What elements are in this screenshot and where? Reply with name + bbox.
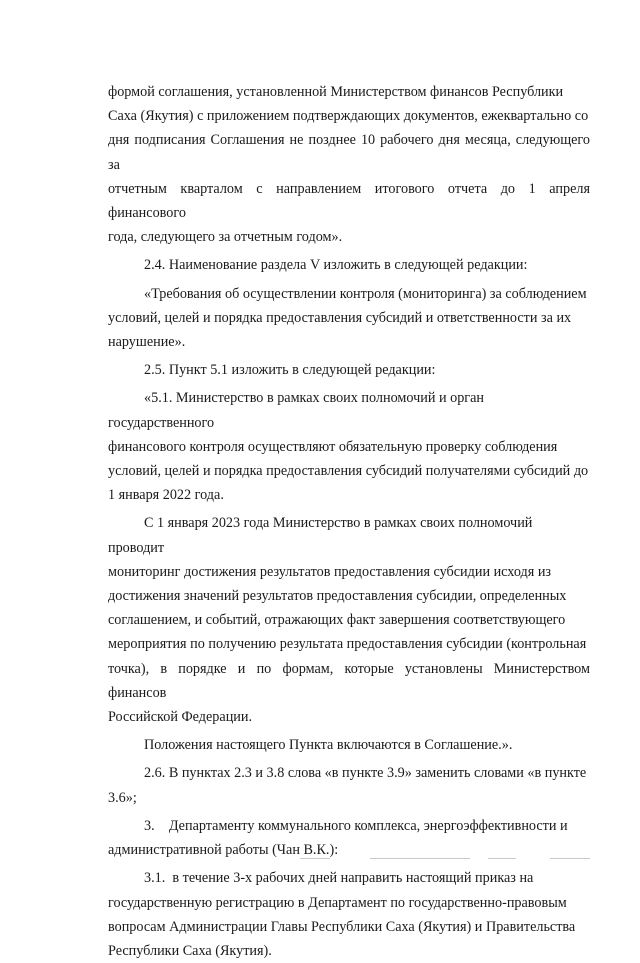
text-line: Российской Федерации. [108,709,253,726]
text-line: административной работы (Чан В.К.): [108,842,339,859]
scan-mark [300,858,330,859]
text-line: 3. Департаменту коммунального комплекса, энергоэффективности и [144,817,568,834]
text-line: дня подписания Соглашения не позднее 10 рабочего дня месяца, следующего за [108,132,590,173]
text-line: вопросам Администрации Главы Республики Саха (Якутия) и Правительства [108,918,576,935]
text-line: 2.4. Наименование раздела V изложить в следующей редакции: [144,257,528,274]
text-line: 3.6»; [108,789,137,806]
text-line: 2.5. Пункт 5.1 изложить в следующей редакции: [144,362,436,379]
text-line: финансового контроля осуществляют обязательную проверку соблюдения [108,438,558,455]
document-body [108,80,590,963]
text-line: мероприятия по получению результата предоставления субсидии (контрольная [108,636,587,653]
text-line: достижения значений результатов предоставления субсидии, определенных [108,588,567,605]
text-line: «5.1. Министерство в рамках своих полномочий и орган государственного [108,390,485,431]
text-line: Саха (Якутия) с приложением подтверждающих документов, ежеквартально со [108,108,589,125]
text-line: точка), в порядке и по формам, которые установлены Министерством финансов [108,660,590,701]
text-line: государственную регистрацию в Департамент по государственно-правовым [108,894,567,911]
scan-artifacts [300,858,600,864]
text-line: 3.1. в течение 3-х рабочих дней направить настоящий приказ на [144,870,534,887]
scan-mark [550,858,590,859]
text-line: года, следующего за отчетным годом». [108,229,343,246]
text-line: «Требования об осуществлении контроля (мониторинга) за соблюдением [144,285,587,302]
scan-mark [488,858,516,859]
scan-mark [370,858,470,859]
text-line: условий, целей и порядка предоставления субсидий и ответственности за их [108,309,572,326]
text-line: формой соглашения, установленной Министерством финансов Республики [108,84,564,100]
text-line: отчетным кварталом с направлением итогового отчета до 1 апреля финансового [108,180,590,222]
text-line: Положения настоящего Пункта включаются в Соглашение.». [144,737,513,754]
text-line: мониторинг достижения результатов предоставления субсидии исходя из [108,563,552,580]
text-line: 1 января 2022 года. [108,487,224,504]
text-line: Республики Саха (Якутия). [108,942,272,959]
text-line: С 1 января 2023 года Министерство в рамках своих полномочий проводит [108,515,533,556]
text-line: условий, целей и порядка предоставления субсидий получателями субсидий до [108,463,589,480]
text-line: соглашением, и событий, отражающих факт завершения соответствующего [108,612,566,629]
text-line: 2.6. В пунктах 2.3 и 3.8 слова «в пункте 3.9» заменить словами «в пункте [144,765,587,782]
text-line: нарушение». [108,334,186,351]
